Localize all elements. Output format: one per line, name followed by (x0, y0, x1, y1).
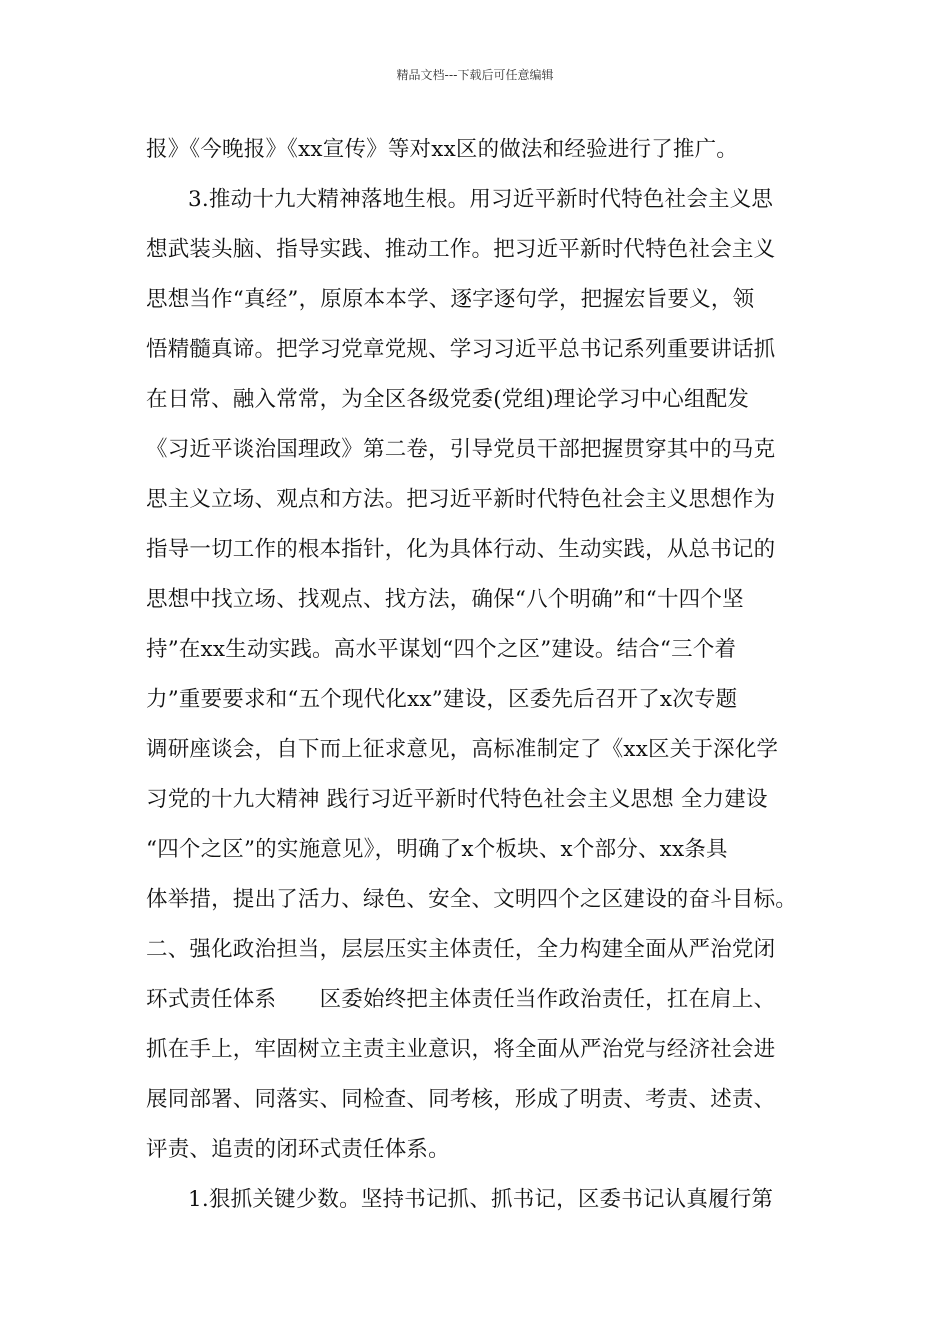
text-line-18: 环式责任体系 区委始终把主体责任当作政治责任，扛在肩上、 (146, 987, 776, 1012)
text-line-10: 思想中找立场、找观点、找方法，确保“八个明确”和“十四个坚 (146, 587, 744, 612)
text-line-15: “四个之区”的实施意见》，明确了x个板块、x个部分、xx条具 (146, 837, 728, 862)
text-line-3: 想武装头脑、指导实践、推动工作。把习近平新时代特色社会主义 (146, 237, 776, 262)
text-line-20: 展同部署、同落实、同检查、同考核，形成了明责、考责、述责、 (146, 1087, 776, 1112)
text-line-8: 思主义立场、观点和方法。把习近平新时代特色社会主义思想作为 (146, 487, 776, 512)
text-line-1: 报》《今晚报》《xx宣传》等对xx区的做法和经验进行了推广。 (146, 137, 739, 162)
text-line-13: 调研座谈会，自下而上征求意见，高标准制定了《xx区关于深化学 (146, 737, 779, 762)
text-line-2: 3.推动十九大精神落地生根。用习近平新时代特色社会主义思 (188, 187, 774, 212)
text-line-12: 力”重要要求和“五个现代化xx”建设，区委先后召开了x次专题 (146, 687, 738, 712)
text-line-9: 指导一切工作的根本指针，化为具体行动、生动实践，从总书记的 (146, 537, 776, 562)
text-line-4: 思想当作“真经”，原原本本学、逐字逐句学，把握宏旨要义，领 (146, 287, 755, 312)
text-line-7: 《习近平谈治国理政》第二卷，引导党员干部把握贯穿其中的马克 (146, 437, 776, 462)
text-line-6: 在日常、融入常常，为全区各级党委(党组)理论学习中心组配发 (146, 387, 750, 412)
text-line-21: 评责、追责的闭环式责任体系。 (146, 1137, 450, 1162)
text-line-5: 悟精髓真谛。把学习党章党规、学习习近平总书记系列重要讲话抓 (146, 337, 776, 362)
text-line-17: 二、强化政治担当，层层压实主体责任，全力构建全面从严治党闭 (146, 937, 776, 962)
text-line-22: 1.狠抓关键少数。坚持书记抓、抓书记，区委书记认真履行第 (188, 1187, 774, 1212)
text-line-11: 持”在xx生动实践。高水平谋划“四个之区”建设。结合“三个着 (146, 637, 737, 662)
text-line-16: 体举措，提出了活力、绿色、安全、文明四个之区建设的奋斗目标。 (146, 887, 798, 912)
text-line-14: 习党的十九大精神 践行习近平新时代特色社会主义思想 全力建设 (146, 787, 768, 812)
text-line-19: 抓在手上，牢固树立主责主业意识，将全面从严治党与经济社会进 (146, 1037, 776, 1062)
page-header: 精品文档---下载后可任意编辑 (396, 68, 554, 82)
